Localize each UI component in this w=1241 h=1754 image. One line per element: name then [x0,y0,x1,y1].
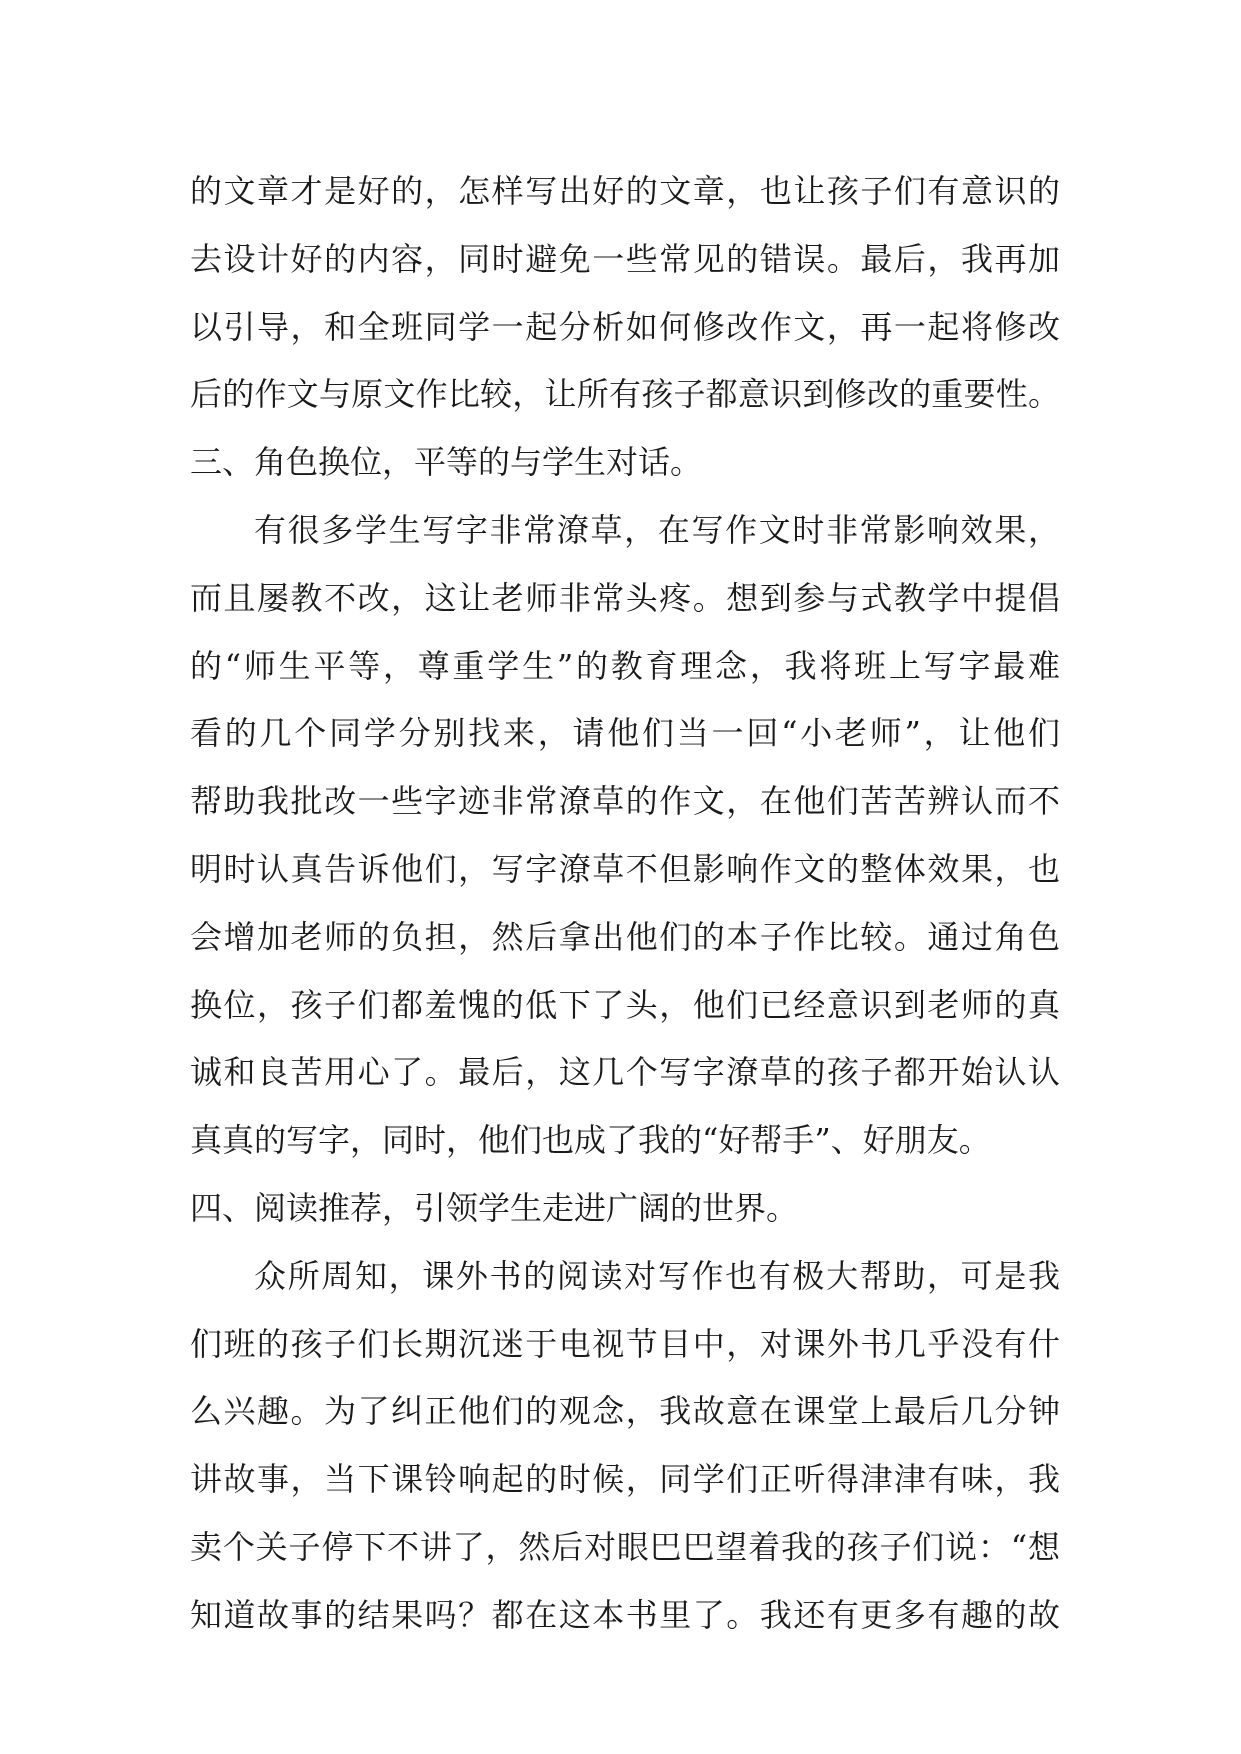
text-line: 诚和良苦用心了。最后，这几个写字潦草的孩子都开始认认 [190,1053,1060,1092]
paragraph-last-line: 真真的写字，同时，他们也成了我的“好帮手”、好朋友。 [190,1121,991,1160]
text-line: 后的作文与原文作比较，让所有孩子都意识到修改的重要性。 [190,375,1060,414]
text-line: 么兴趣。为了纠正他们的观念，我故意在课堂上最后几分钟 [190,1392,1060,1431]
text-line: 以引导，和全班同学一起分析如何修改作文，再一起将修改 [190,307,1060,346]
text-line: 讲故事，当下课铃响起的时候，同学们正听得津津有味，我 [190,1460,1060,1499]
text-line: 的文章才是好的，怎样写出好的文章，也让孩子们有意识的 [190,172,1060,210]
text-line: 们班的孩子们长期沉迷于电视节目中，对课外书几乎没有什 [190,1324,1060,1363]
text-line: 去设计好的内容，同时避免一些常见的错误。最后，我再加 [190,239,1060,278]
text-line: 知道故事的结果吗？都在这本书里了。我还有更多有趣的故 [190,1595,1060,1634]
text-line: 明时认真告诉他们，写字潦草不但影响作文的整体效果，也 [190,849,1060,888]
text-line: 会增加老师的负担，然后拿出他们的本子作比较。通过角色 [190,917,1060,956]
section-heading: 三、角色换位，平等的与学生对话。 [190,443,703,482]
section-heading: 四、阅读推荐，引领学生走进广阔的世界。 [190,1188,799,1227]
paragraph-first-line: 众所周知，课外书的阅读对写作也有极大帮助，可是我 [254,1256,1060,1295]
text-line: 看的几个同学分别找来，请他们当一回“小老师”，让他们 [190,714,1060,753]
text-line: 帮助我批改一些字迹非常潦草的作文，在他们苦苦辨认而不 [190,782,1060,821]
text-line: 换位，孩子们都羞愧的低下了头，他们已经意识到老师的真 [190,985,1060,1024]
body-text [190,158,1060,1650]
text-line: 而且屡教不改，这让老师非常头疼。想到参与式教学中提倡 [190,578,1060,617]
paragraph-first-line: 有很多学生写字非常潦草，在写作文时非常影响效果， [254,510,1060,549]
text-line: 的“师生平等，尊重学生”的教育理念，我将班上写字最难 [190,646,1060,685]
text-line: 卖个关子停下不讲了，然后对眼巴巴望着我的孩子们说：“想 [190,1527,1060,1566]
